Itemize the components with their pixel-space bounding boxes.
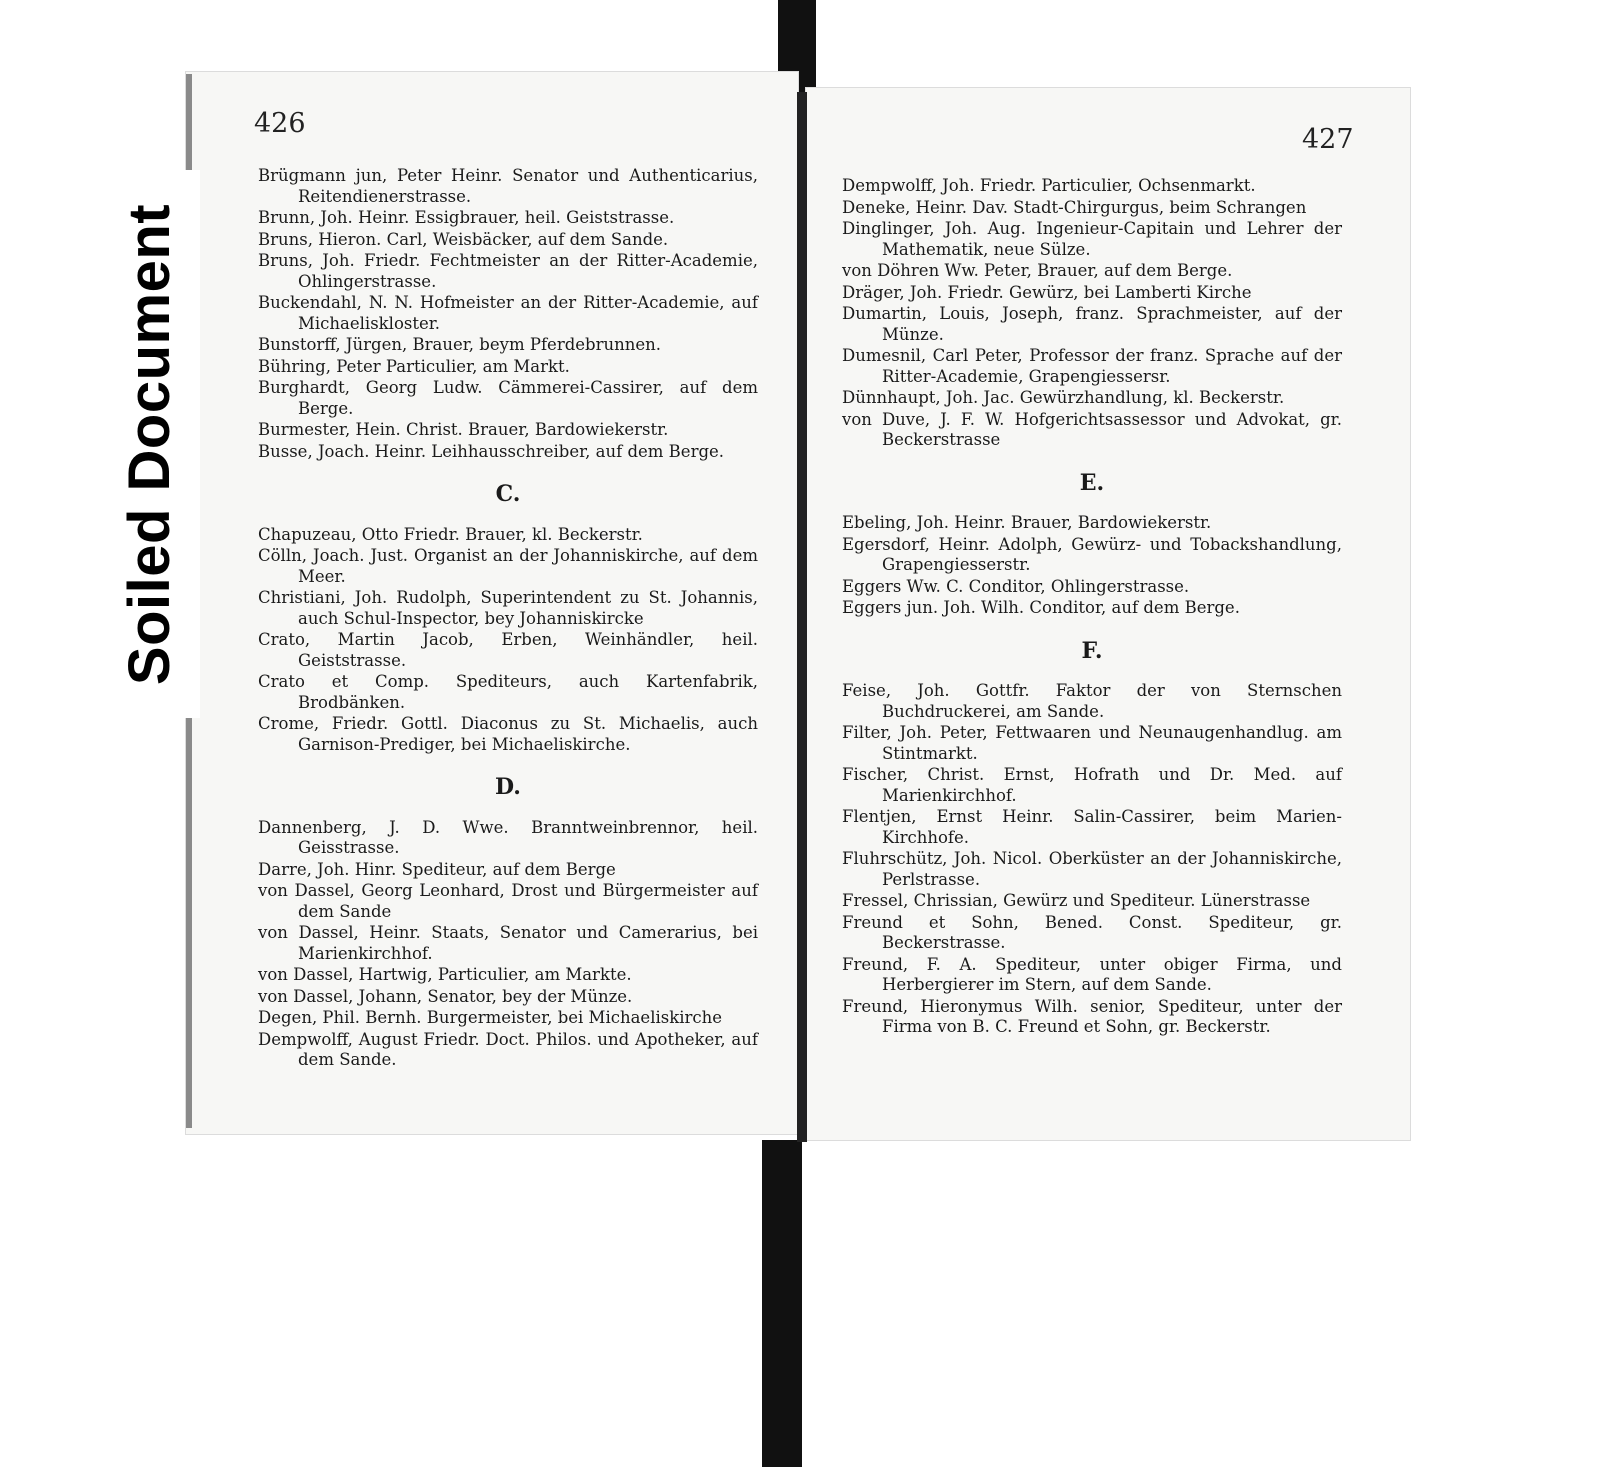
- directory-entry: Ebeling, Joh. Heinr. Brauer, Bardowiekerstr.: [842, 513, 1212, 532]
- directory-entry: Eggers jun. Joh. Wilh. Conditor, auf dem Berge.: [842, 598, 1240, 617]
- section-letter: D.: [495, 774, 521, 800]
- left-page-entries: [258, 166, 758, 1072]
- directory-entry: von Döhren Ww. Peter, Brauer, auf dem Berge.: [842, 261, 1233, 280]
- directory-entry: Filter, Joh. Peter, Fettwaaren und Neunaugenhandlug. am Stintmarkt.: [842, 723, 1342, 763]
- directory-entry: Cölln, Joach. Just. Organist an der Johanniskirche, auf dem Meer.: [258, 546, 758, 586]
- directory-entry: Egersdorf, Heinr. Adolph, Gewürz- und Tobackshandlung, Grapengiesserstr.: [842, 534, 1342, 574]
- directory-entry: Christiani, Joh. Rudolph, Superintendent zu St. Johannis, auch Schul-Inspector, bey Johanniskircke: [258, 588, 758, 628]
- right-page-entries: [842, 176, 1342, 1039]
- right-page-number: 427: [1302, 124, 1354, 155]
- directory-entry: von Duve, J. F. W. Hofgerichtsassessor und Advokat, gr. Beckerstrasse: [842, 409, 1342, 449]
- directory-entry: Eggers Ww. C. Conditor, Ohlingerstrasse.: [842, 576, 1190, 596]
- directory-entry: Dannenberg, J. D. Wwe. Branntweinbrennor, heil. Geisstrasse.: [258, 817, 758, 857]
- directory-entry: Bühring, Peter Particulier, am Markt.: [258, 356, 570, 376]
- directory-entry: Dinglinger, Joh. Aug. Ingenieur-Capitain und Lehrer der Mathematik, neue Sülze.: [842, 219, 1342, 259]
- directory-entry: Burghardt, Georg Ludw. Cämmerei-Cassirer, auf dem Berge.: [258, 378, 758, 418]
- directory-entry: Freund, F. A. Spediteur, unter obiger Firma, und Herbergierer im Stern, auf dem Sande.: [842, 954, 1342, 994]
- directory-entry: Degen, Phil. Bernh. Burgermeister, bei Michaeliskirche: [258, 1008, 723, 1027]
- directory-entry: Dräger, Joh. Friedr. Gewürz, bei Lamberti Kirche: [842, 282, 1252, 302]
- book-spine-gutter: [797, 92, 807, 1142]
- directory-entry: Crome, Friedr. Gottl. Diaconus zu St. Michaelis, auch Garnison-Prediger, bei Michaeliskirche.: [258, 714, 758, 754]
- left-page: [186, 72, 798, 1134]
- directory-entry: Busse, Joach. Heinr. Leihhausschreiber, auf dem Berge.: [258, 441, 725, 461]
- directory-entry: Chapuzeau, Otto Friedr. Brauer, kl. Beckerstr.: [258, 524, 643, 544]
- directory-entry: von Dassel, Georg Leonhard, Drost und Bürgermeister auf dem Sande: [258, 881, 758, 921]
- stamp-label: Soiled Document: [117, 203, 183, 685]
- directory-entry: Deneke, Heinr. Dav. Stadt-Chirgurgus, beim Schrangen: [842, 197, 1307, 217]
- directory-entry: Crato, Martin Jacob, Erben, Weinhändler, heil. Geiststrasse.: [258, 630, 758, 670]
- directory-entry: Dumesnil, Carl Peter, Professor der franz. Sprache auf der Ritter-Academie, Grapengiessersr.: [842, 346, 1342, 386]
- directory-entry: Flentjen, Ernst Heinr. Salin-Cassirer, beim Marien-Kirchhofe.: [842, 807, 1342, 847]
- left-page-number: 426: [254, 108, 306, 139]
- directory-entry: Darre, Joh. Hinr. Spediteur, auf dem Berge: [258, 859, 616, 879]
- section-letter: C.: [495, 481, 521, 507]
- directory-entry: von Dassel, Hartwig, Particulier, am Markte.: [258, 965, 632, 984]
- directory-entry: Fluhrschütz, Joh. Nicol. Oberküster an der Johanniskirche, Perlstrasse.: [842, 849, 1342, 889]
- directory-entry: Feise, Joh. Gottfr. Faktor der von Sternschen Buchdruckerei, am Sande.: [842, 681, 1342, 721]
- directory-entry: Brunn, Joh. Heinr. Essigbrauer, heil. Geiststrasse.: [258, 208, 675, 227]
- directory-entry: Dumartin, Louis, Joseph, franz. Sprachmeister, auf der Münze.: [842, 304, 1342, 344]
- soiled-document-stamp: [100, 170, 200, 718]
- book-spine-bottom: [762, 1140, 802, 1467]
- directory-entry: Brügmann jun, Peter Heinr. Senator und Authenticarius, Reitendienerstrasse.: [258, 166, 758, 206]
- directory-entry: von Dassel, Heinr. Staats, Senator und Camerarius, bei Marienkirchhof.: [258, 923, 758, 963]
- directory-entry: Burmester, Hein. Christ. Brauer, Bardowiekerstr.: [258, 420, 669, 439]
- directory-entry: Buckendahl, N. N. Hofmeister an der Ritter-Academie, auf Michaeliskloster.: [258, 293, 758, 333]
- directory-entry: Bruns, Joh. Friedr. Fechtmeister an der Ritter-Academie, Ohlingerstrasse.: [258, 251, 758, 291]
- directory-entry: Dempwolff, August Friedr. Doct. Philos. und Apotheker, auf dem Sande.: [258, 1029, 758, 1069]
- directory-entry: Fressel, Chrissian, Gewürz und Spediteur. Lünerstrasse: [842, 891, 1311, 910]
- section-letter: E.: [1079, 469, 1105, 496]
- directory-entry: Fischer, Christ. Ernst, Hofrath und Dr. Med. auf Marienkirchhof.: [842, 765, 1342, 805]
- directory-entry: Dünnhaupt, Joh. Jac. Gewürzhandlung, kl. Beckerstr.: [842, 388, 1285, 407]
- right-page: [806, 88, 1410, 1140]
- directory-entry: Freund et Sohn, Bened. Const. Spediteur, gr. Beckerstrasse.: [842, 912, 1342, 952]
- directory-entry: Dempwolff, Joh. Friedr. Particulier, Ochsenmarkt.: [842, 176, 1256, 195]
- directory-entry: Bunstorff, Jürgen, Brauer, beym Pferdebrunnen.: [258, 335, 661, 354]
- directory-entry: von Dassel, Johann, Senator, bey der Münze.: [258, 986, 633, 1006]
- section-letter: F.: [1081, 637, 1103, 664]
- directory-entry: Bruns, Hieron. Carl, Weisbäcker, auf dem Sande.: [258, 229, 669, 249]
- directory-entry: Crato et Comp. Spediteurs, auch Kartenfabrik, Brodbänken.: [258, 672, 758, 712]
- directory-entry: Freund, Hieronymus Wilh. senior, Spediteur, unter der Firma von B. C. Freund et Sohn, gr. Beckerstr.: [842, 996, 1342, 1036]
